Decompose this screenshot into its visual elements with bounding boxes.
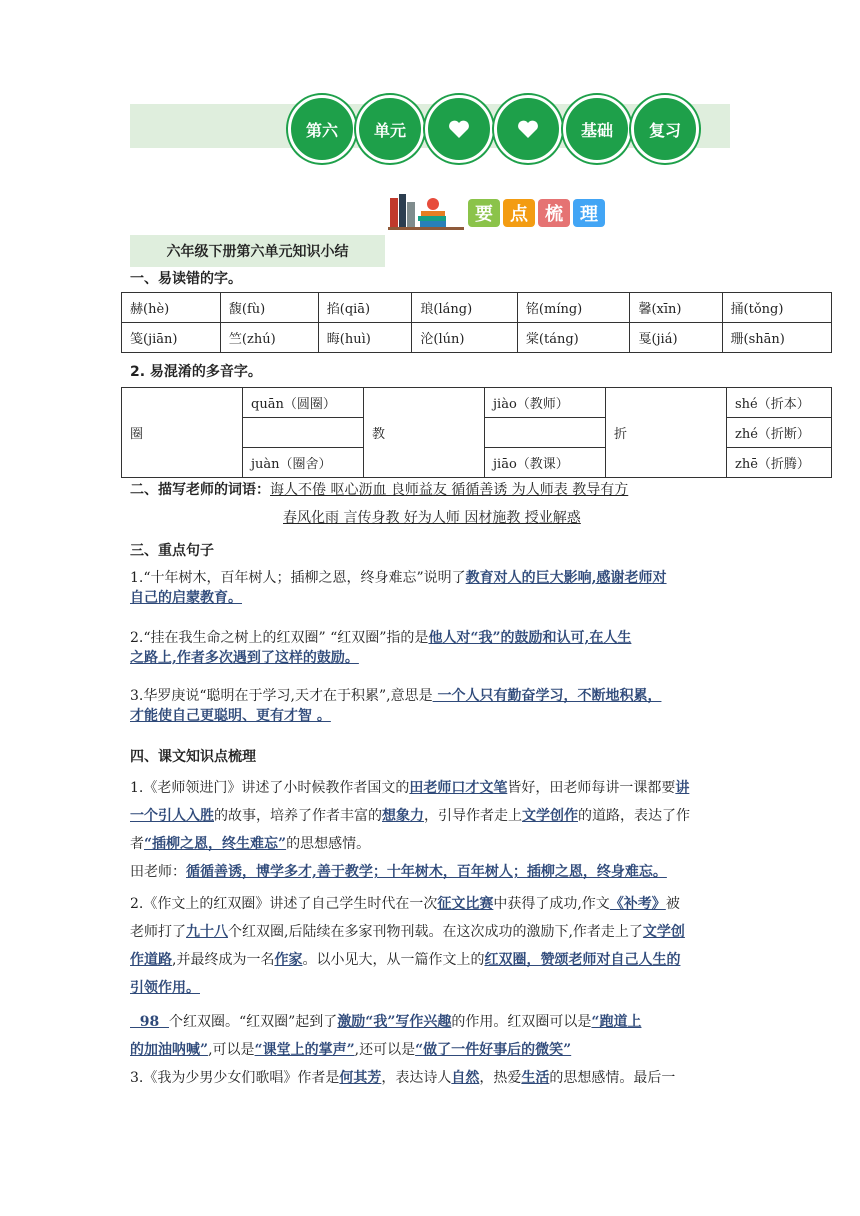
answer-text: 循循善诱，博学多才,善于教学；十年树木，百年树人；插柳之恩，终身难忘。 [186, 864, 667, 880]
text: 2.《作文上的红双圈》讲述了自己学生时代在一次 [130, 896, 438, 912]
table-cell: 珊(shān) [722, 323, 831, 353]
table-cell: 铭(míng) [517, 293, 630, 323]
text: 3.《我为少男少女们歌唱》作者是 [130, 1070, 340, 1086]
answer-text: 文学创 [642, 924, 685, 940]
banner-circle-2: 单元 [356, 95, 424, 163]
answer-text: 引领作用。 [130, 980, 200, 996]
table-cell: 沦(lún) [412, 323, 518, 353]
answer-text: 才能使自己更聪明、更有才智 。 [130, 708, 331, 724]
answer-text: 自己的启蒙教育。 [130, 590, 242, 606]
teacher-summary [130, 862, 730, 882]
answer-text: “跑道上 [591, 1014, 642, 1030]
answer-text: 之路上,作者多次遇到了这样的鼓励。 [130, 650, 359, 666]
text: ，热爱 [479, 1070, 522, 1086]
section-heading: 二、描写老师的词语： [130, 482, 270, 498]
answer-text: “插柳之恩，终生难忘” [144, 836, 287, 852]
table-cell: 教 [364, 388, 485, 478]
table-cell: jiāo（教课） [485, 448, 606, 478]
table-cell: quān（圆圈） [243, 388, 364, 418]
key-points-title [468, 199, 605, 227]
table-cell: 掐(qiā) [318, 293, 412, 323]
teacher-words-line-1 [130, 480, 730, 500]
paragraph-2 [130, 890, 730, 1002]
text: ,并最终成为一名 [172, 952, 275, 968]
table-cell: zhē（折腾） [727, 448, 832, 478]
table-row [122, 388, 832, 418]
table-cell: juàn（圈舍） [243, 448, 364, 478]
heart-icon [447, 117, 471, 141]
text: 1.《老师领进门》讲述了小时候教作者国文的 [130, 780, 410, 796]
table-cell: 折 [606, 388, 727, 478]
heart-icon [516, 117, 540, 141]
answer-text: 生活 [521, 1070, 550, 1086]
text: 的思想感情。 [286, 836, 371, 852]
paragraph-3 [130, 1008, 730, 1064]
table-cell: zhé（折断） [727, 418, 832, 448]
text: 者 [130, 836, 144, 852]
banner-heart-circle-1 [425, 95, 493, 163]
answer-text: 作家 [274, 952, 303, 968]
table-cell: 棠(táng) [517, 323, 630, 353]
answer-text: 一个引人入胜 [130, 808, 214, 824]
answer-text: 红双圈，赞颂老师对自己人生的 [484, 952, 681, 968]
teacher-words-line-2 [283, 508, 723, 528]
key-points-char: 梳 [538, 199, 570, 227]
answer-text: 文学创作 [522, 808, 578, 824]
answer-text: 征文比赛 [437, 896, 494, 912]
text: ,可以是 [208, 1042, 255, 1058]
table-cell: 笺(jiān) [122, 323, 221, 353]
table-cell: 晦(huì) [318, 323, 412, 353]
sentence-text: 1.“十年树木，百年树人；插柳之恩，终身难忘”说明了 [130, 570, 466, 586]
key-points-char: 要 [468, 199, 500, 227]
key-sentence-1 [130, 568, 730, 608]
sentence-text: 3.华罗庚说“聪明在于学习,天才在于积累”,意思是 [130, 688, 433, 704]
table-cell: 馥(fù) [220, 293, 318, 323]
section-heading: 一、易读错的字。 [130, 271, 242, 287]
text: 。以小见大，从一篇作文上的 [302, 952, 485, 968]
table-cell: 捅(tǒng) [722, 293, 831, 323]
answer-text: 他人对“我”的鼓励和认可,在人生 [428, 630, 632, 646]
text: 的道路，表达了作 [578, 808, 690, 824]
answer-text: 教育对人的巨大影响,感谢老师对 [465, 570, 667, 586]
text: 中获得了成功,作文 [493, 896, 610, 912]
text: 的故事，培养了作者丰富的 [214, 808, 382, 824]
key-points-char: 理 [573, 199, 605, 227]
text: 个红双圈。“红双圈”起到了 [168, 1014, 338, 1030]
table-cell: 戛(jiá) [630, 323, 722, 353]
table-cell: 竺(zhú) [220, 323, 318, 353]
answer-text: “课堂上的掌声” [254, 1042, 355, 1058]
answer-text: 自然 [451, 1070, 480, 1086]
text: ，引导作者走上 [424, 808, 522, 824]
answer-text: 田老师口才文笔 [409, 780, 508, 796]
answer-text: “做了一件好事后的微笑” [415, 1042, 572, 1058]
table-cell: 馨(xīn) [630, 293, 722, 323]
paragraph-4 [130, 1068, 730, 1088]
answer-text: 作道路 [130, 952, 172, 968]
table-cell: jiào（教师） [485, 388, 606, 418]
teacher-words: 诲人不倦 呕心沥血 良师益友 循循善诱 为人师表 教导有方 [270, 482, 629, 498]
answer-text: 一个人只有勤奋学习，不断地积累， [432, 688, 662, 704]
books-icon [388, 190, 466, 230]
text: ,还可以是 [354, 1042, 416, 1058]
table-cell [243, 418, 364, 448]
table-cell: 圈 [122, 388, 243, 478]
answer-text: 何其芳 [339, 1070, 382, 1086]
section-heading: 2. 易混淆的多音字。 [130, 364, 262, 380]
answer-text: 激励“我”写作兴趣 [337, 1014, 452, 1030]
table-row [122, 323, 832, 353]
section-heading: 三、重点句子 [130, 543, 214, 559]
text: 皆好，田老师每讲一课都要 [507, 780, 676, 796]
banner-circle-6: 复习 [631, 95, 699, 163]
text: 的作用。红双圈可以是 [451, 1014, 592, 1030]
text: 被 [665, 896, 680, 912]
answer-text: 讲 [675, 780, 690, 796]
page-subtitle: 六年级下册第六单元知识小结 [130, 235, 385, 267]
text: 田老师： [130, 864, 186, 880]
answer-text: 《补考》 [609, 896, 666, 912]
key-sentence-3 [130, 686, 730, 726]
paragraph-1 [130, 774, 730, 858]
section-heading: 四、课文知识点梳理 [130, 749, 256, 765]
answer-text: 的加油呐喊” [130, 1042, 209, 1058]
answer-text: 九十八 [186, 924, 228, 940]
text: 的思想感情。最后一 [549, 1070, 676, 1086]
polyphone-table [121, 387, 832, 478]
answer-text: 想象力 [382, 808, 424, 824]
key-points-char: 点 [503, 199, 535, 227]
banner-circle-5: 基础 [563, 95, 631, 163]
banner-circle-1: 第六 [288, 95, 356, 163]
table-cell [485, 418, 606, 448]
banner-heart-circle-2 [494, 95, 562, 163]
text: ，表达诗人 [381, 1070, 452, 1086]
answer-text: 98 [130, 1014, 169, 1030]
table-cell: 赫(hè) [122, 293, 221, 323]
text: 个红双圈,后陆续在多家刊物刊载。在这次成功的激励下,作者走上了 [228, 924, 643, 940]
table-cell: 琅(láng) [412, 293, 518, 323]
teacher-words: 春风化雨 言传身教 好为人师 因材施教 授业解惑 [283, 510, 581, 526]
misread-chars-table [121, 292, 832, 353]
table-cell: shé（折本） [727, 388, 832, 418]
key-sentence-2 [130, 628, 730, 668]
text: 老师打了 [130, 924, 186, 940]
table-row [122, 293, 832, 323]
sentence-text: 2.“挂在我生命之树上的红双圈” “红双圈”指的是 [130, 630, 429, 646]
